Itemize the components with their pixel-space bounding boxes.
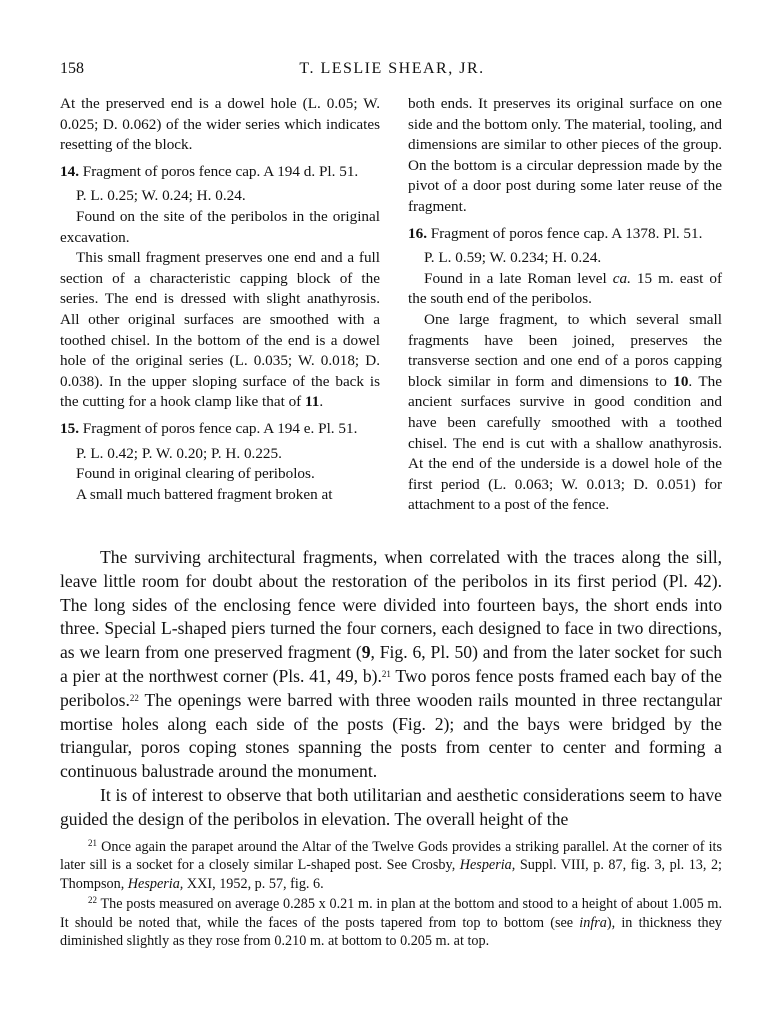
catalog-entry-15-heading: 15. Fragment of poros fence cap. A 194 e. Pl. 51. xyxy=(60,419,358,437)
page-number: 158 xyxy=(60,60,84,77)
footnotes xyxy=(60,838,722,952)
catalog-number: 14. xyxy=(60,162,79,180)
right-column xyxy=(408,94,722,516)
catalog-number: 15. xyxy=(60,419,79,437)
catalog-entry-14-measurements: P. L. 0.25; W. 0.24; H. 0.24. xyxy=(76,187,246,205)
catalog-entry-15-description-continued: both ends. It preserves its original surface on one side and the bottom only. The material, tooling, and dimensions are similar to other pieces of the group. On the bottom is a circular depression made by the pivot of a door post during some later reuse of the fragment. xyxy=(408,95,722,215)
left-column xyxy=(60,94,380,505)
catalog-reference: 11 xyxy=(305,393,320,411)
catalog-entry-16-findspot: Found in a late Roman level ca. 15 m. east of the south end of the peribolos. xyxy=(408,269,722,308)
catalog-entry-16-heading: 16. Fragment of poros fence cap. A 1378. Pl. 51. xyxy=(408,224,703,242)
catalog-entry-15-findspot: Found in original clearing of peribolos. xyxy=(76,465,315,483)
main-body-text xyxy=(60,546,722,832)
catalog-entry-15-description: A small much battered fragment broken at xyxy=(76,485,333,503)
catalog-entry-16-description: One large fragment, to which several small fragments have been joined, preserves the transverse section and one end of a poros capping block similar in form and dimensions to 10. The ancient surfaces survive in good condition and have been carefully smoothed with a toothed chisel. The end is cut with a shallow anathyrosis. At the end of the underside is a dowel hole of the first period (L. 0.063; W. 0.013; D. 0.051) for attachment to a post of the fence. xyxy=(408,310,722,514)
footnote-marker: 21 xyxy=(381,668,391,679)
catalog-entry-16-measurements: P. L. 0.59; W. 0.234; H. 0.24. xyxy=(424,249,602,267)
catalog-number: 16. xyxy=(408,224,427,242)
footnote-22: $^{22}$ The posts measured on average 0.285 x 0.21 m. in plan at the bottom and stood to a height of about 1.005 m. It should be noted that, while the faces of the posts tapered from top to bottom (see infra), in thickness they diminished slightly as they rose from 0.210 m. at bottom to 0.205 m. at top. xyxy=(60,895,722,950)
footnote-number: 21 xyxy=(88,838,97,848)
catalog-reference: 9 xyxy=(361,642,371,663)
catalog-entry-14-heading: 14. Fragment of poros fence cap. A 194 d. Pl. 51. xyxy=(60,162,359,180)
running-head: T. LESLIE SHEAR, JR. xyxy=(299,60,485,77)
catalog-reference: 10 xyxy=(673,372,689,390)
catalog-continuation: At the preserved end is a dowel hole (L. 0.05; W. 0.025; D. 0.062) of the wider series which indicates resetting of the block. xyxy=(60,95,380,154)
catalog-entry-15-measurements: P. L. 0.42; P. W. 0.20; P. H. 0.225. xyxy=(76,444,282,462)
footnote-marker: 22 xyxy=(129,692,139,703)
catalog-entry-14-description: This small fragment preserves one end and a full section of a characteristic capping block of the series. The end is dressed with slight anathyrosis. All other original surfaces are smoothed with a toothed chisel. In the bottom of the end is a dowel hole of the original series (L. 0.035; W. 0.018; D. 0.038). In the upper sloping surface of the back is the cutting for a hook clamp like that of 11. xyxy=(60,249,380,411)
catalog-entry-14-findspot: Found on the site of the peribolos in the original excavation. xyxy=(60,207,380,246)
footnote-21: $^{21}$ Once again the parapet around the Altar of the Twelve Gods provides a striking parallel. At the corner of its later sill is a socket for a closely similar L-shaped post. See Crosby, Hesperia, Suppl. VIII, p. 87, fig. 3, pl. 13, 2; Thompson, Hesperia, XXI, 1952, p. 57, fig. 6. xyxy=(60,838,723,892)
body-paragraph: It is of interest to observe that both utilitarian and aesthetic considerations seem to have guided the design of the peribolos in elevation. The overall height of the xyxy=(60,784,722,829)
footnote-number: 22 xyxy=(88,895,97,906)
body-paragraph: The surviving architectural fragments, when correlated with the traces along the sill, leave little room for doubt about the restoration of the peribolos in its first period (Pl. 42). The long sides of the enclosing fence were divided into fourteen bays, the short ends into three. Special L-shaped piers turned the four corners, each designed to face in two directions, as we learn from one preserved fragment (9, Fig. 6, Pl. 50) and from the later socket for such a pier at the northwest corner (Pls. 41, 49, b).$^{21}$ Two poros fence posts framed each bay of the peribolos.$^{22}$ The openings were barred with three wooden rails mounted in three rectangular mortise holes along each side of the posts (Fig. 2); and the bays were bridged by the triangular, poros coping stones spanning the posts from center to center and forming a continuous balustrade around the monument. xyxy=(60,547,722,782)
